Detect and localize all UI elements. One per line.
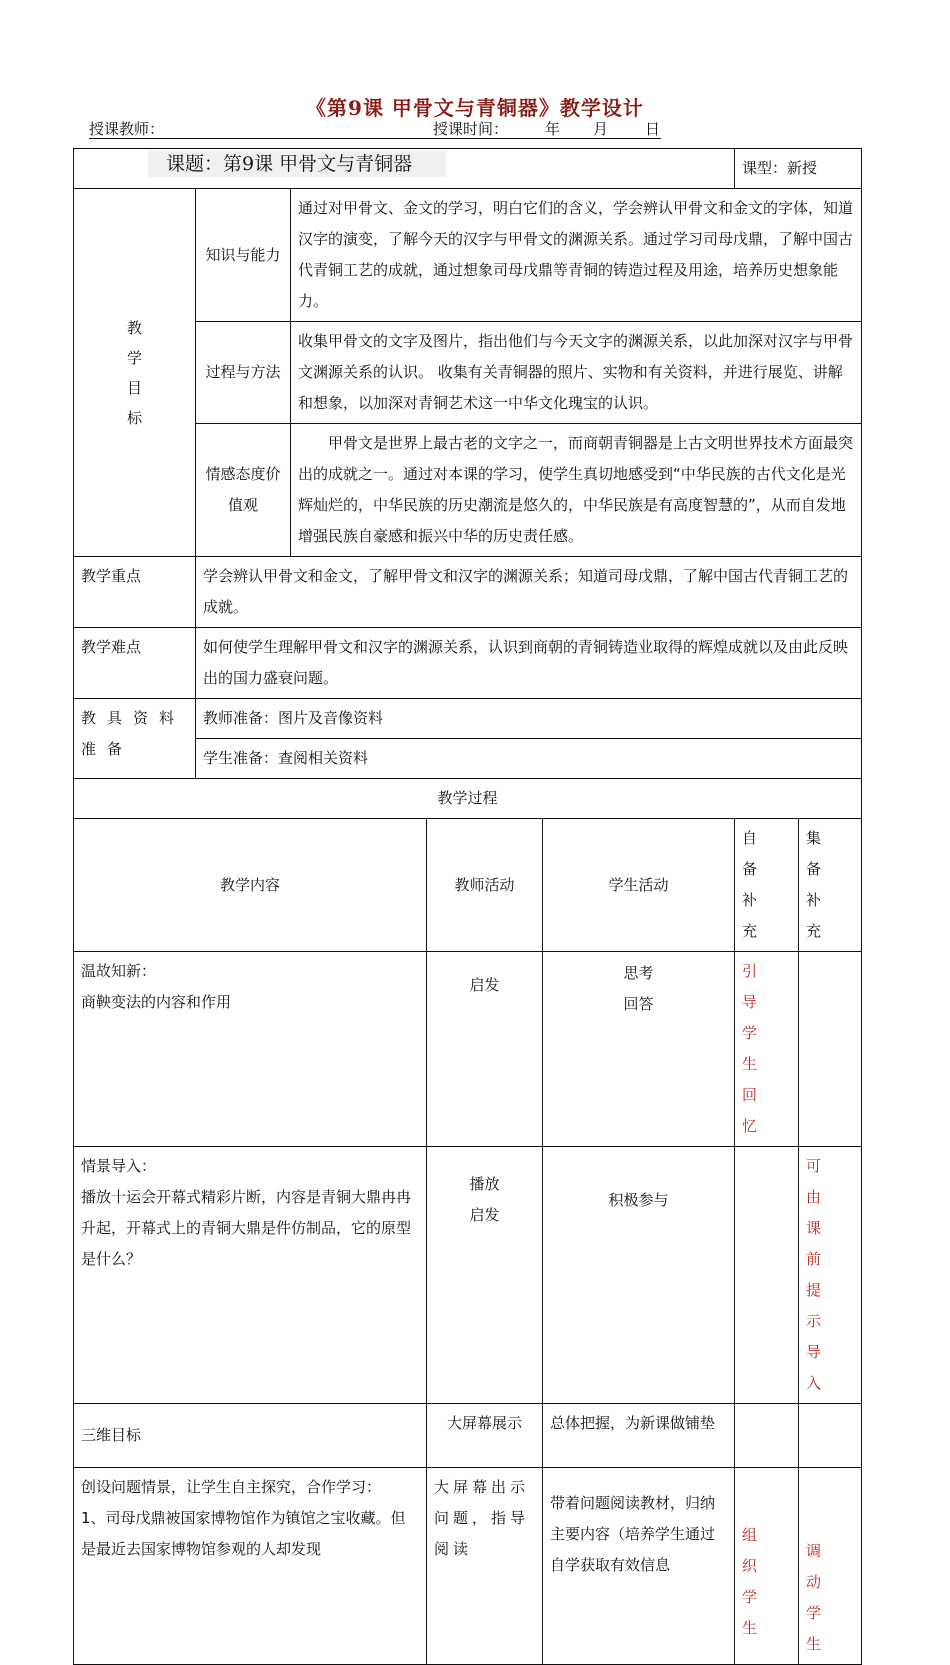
materials-label: 教具资料准备 [74,699,196,779]
row-content-text: 播放十运会开幕式精彩片断，内容是青铜大鼎冉冉升起，开幕式上的青铜大鼎是件仿制品，它的原型是什么？ [81,1188,412,1268]
goal-text-knowledge: 通过对甲骨文、金文的学习，明白它们的含义，学会辨认甲骨文和金文的字体，知道汉字的演变，了解今天的汉字与甲骨文的渊源关系。通过学习司母戊鼎，了解中国古代青铜工艺的成就，通过想象司母戊鼎等青铜的铸造过程及用途，培养历史想象能力。 [291,189,862,322]
row-teacher: 启发 [427,952,543,1147]
day-label: 日 [645,120,661,138]
row-group [799,952,862,1147]
row-content [74,1468,427,1665]
student-prep: 学生准备：查阅相关资料 [196,739,862,779]
goals-label [74,189,196,557]
teacher-time-line [89,118,661,139]
month-label: 月 [593,120,609,138]
difficulty-text: 如何使学生理解甲骨文和汉字的渊源关系，认识到商朝的青铜铸造业取得的辉煌成就以及由此反映出的国力盛衰问题。 [196,628,862,699]
year-label: 年 [545,120,561,138]
process-label: 教学过程 [74,779,862,819]
time-label: 授课时间： [433,120,509,138]
lesson-type-cell [735,149,862,189]
document-title: 《第9课 甲骨文与青铜器》教学设计 [306,96,644,120]
difficulty-label: 教学难点 [74,628,196,699]
table-row [74,952,862,1147]
row-content-text: 1、司母戊鼎被国家博物馆作为镇馆之宝收藏。但是最近去国家博物馆参观的人却发现 [81,1509,406,1558]
row-teacher-line: 播放 [469,1175,500,1193]
row-content-text: 创设问题情景，让学生自主探究，合作学习： [81,1478,382,1496]
row-student: 总体把握，为新课做铺垫 [543,1404,735,1468]
table-row [74,1468,862,1665]
teacher-prep: 教师准备：图片及音像资料 [196,699,862,739]
topic-row [74,149,862,189]
goal-label-knowledge: 知识与能力 [196,189,291,322]
row-student-line: 回答 [623,995,654,1013]
row-content-title: 情景导入： [81,1157,157,1175]
row-self: 引导学生回忆 [735,952,799,1147]
teacher-label: 授课教师： [89,120,165,138]
row-content [74,952,427,1147]
goal-row-knowledge [74,189,862,322]
row-content-text: 商鞅变法的内容和作用 [81,993,232,1011]
goals-label-char: 学 [126,348,142,367]
goals-label-char: 标 [126,408,142,427]
row-self: 组织学生 [735,1468,799,1665]
row-student-line: 思考 [623,964,654,982]
row-self [735,1147,799,1404]
row-content-title: 温故知新： [81,962,157,980]
row-self [735,1404,799,1468]
row-group [799,1404,862,1468]
row-group: 调动学生 [799,1468,862,1665]
header-content: 教学内容 [74,819,427,952]
row-teacher-line: 启发 [469,1206,500,1224]
row-student [543,952,735,1147]
key-points-label: 教学重点 [74,557,196,628]
goal-label-process: 过程与方法 [196,322,291,424]
row-content [74,1147,427,1404]
lesson-plan-table [73,148,862,1665]
topic-cell [74,149,735,189]
row-student: 积极参与 [543,1147,735,1404]
process-header-row [74,779,862,819]
key-points-text: 学会辨认甲骨文和金文，了解甲骨文和汉字的渊源关系；知道司母戊鼎，了解中国古代青铜工艺的成就。 [196,557,862,628]
header-group: 集备补充 [799,819,862,952]
header-student: 学生活动 [543,819,735,952]
row-group: 可由课前提示导入 [799,1147,862,1404]
header-teacher: 教师活动 [427,819,543,952]
materials-row-teacher [74,699,862,739]
goals-label-char: 教 [126,318,142,337]
lesson-type: 课型：新授 [742,159,818,177]
row-student: 带着问题阅读教材，归纳主要内容（培养学生通过自学获取有效信息 [543,1468,735,1665]
table-row [74,1404,862,1468]
table-row [74,1147,862,1404]
header-self: 自备补充 [735,819,799,952]
row-content: 三维目标 [74,1404,427,1468]
goal-label-emotion: 情感态度价值观 [196,424,291,557]
goal-text-emotion: 甲骨文是世界上最古老的文字之一，而商朝青铜器是上古文明世界技术方面最突出的成就之一。通过对本课的学习，使学生真切地感受到“中华民族的古代文化是光辉灿烂的，中华民族的历史潮流是悠久的，中华民族是有高度智慧的”，从而自发地增强民族自豪感和振兴中华的历史责任感。 [291,424,862,557]
row-teacher: 大屏幕展示 [427,1404,543,1468]
difficulty-row [74,628,862,699]
goals-label-char: 目 [126,378,142,397]
row-teacher [427,1147,543,1404]
row-teacher: 大屏幕出示问题，指导阅读 [427,1468,543,1665]
column-header-row [74,819,862,952]
topic-title: 课题：第9课 甲骨文与青铜器 [148,151,446,177]
goal-text-process: 收集甲骨文的文字及图片，指出他们与今天文字的渊源关系，以此加深对汉字与甲骨文渊源关系的认识。 收集有关青铜器的照片、实物和有关资料，并进行展览、讲解和想象，以加深对青铜艺术这一中华文化瑰宝的认识。 [291,322,862,424]
key-points-row [74,557,862,628]
